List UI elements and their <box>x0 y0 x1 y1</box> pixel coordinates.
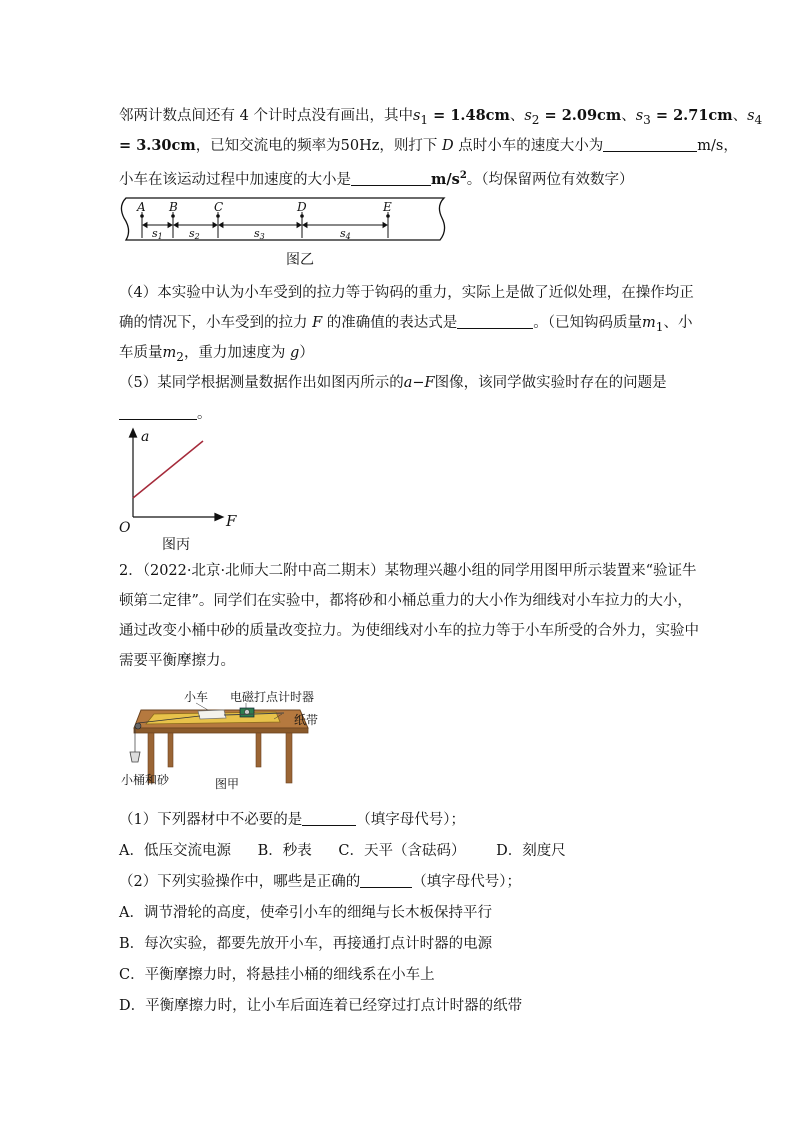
q2-part1-question <box>119 810 465 830</box>
a-f-symbol: a−F <box>403 375 435 391</box>
m1-subscript: 1 <box>655 319 664 334</box>
part1-answer-blank[interactable] <box>302 811 356 826</box>
q1-line3-text: 小车在该运动过程中加速度的大小是 <box>119 171 351 188</box>
option-c[interactable]: C．天平（含砝码） <box>338 843 466 859</box>
q1-line1-lead: 邻两计数点间还有 4 个计时点没有画出，其中 <box>119 108 413 124</box>
s4-value: = 3.30cm <box>119 137 196 154</box>
q1-part4-line3 <box>119 343 314 367</box>
figure-bing-caption: 图丙 <box>162 537 190 553</box>
y-axis-arrow <box>130 429 137 437</box>
dot-d <box>300 214 304 218</box>
q1-line2-tail: 点时小车的速度大小为 <box>453 138 604 154</box>
q2-part2-option-a[interactable]: A．调节滑轮的高度，使牵引小车的细绳与长木板保持平行 <box>119 905 492 921</box>
part4-text-c: 。（已知钩码质量 <box>533 315 643 331</box>
q1-line-2 <box>119 136 738 156</box>
part5-end: 。 <box>197 406 212 422</box>
table-leg <box>168 733 173 767</box>
q2-part2-option-b[interactable]: B．每次实验，都要先放开小车，再接通打点计时器的电源 <box>119 936 493 952</box>
f-axis-label: F <box>226 512 237 530</box>
q2-part2-option-c[interactable]: C．平衡摩擦力时，将悬挂小桶的细线系在小车上 <box>119 967 435 983</box>
q1-part5-line2 <box>119 404 212 424</box>
a-f-line <box>133 441 203 498</box>
s3-value: = 2.71cm <box>650 107 733 124</box>
acceleration-answer-blank[interactable] <box>351 171 431 186</box>
s1-symbol: s <box>412 108 421 124</box>
figure-yi-caption: 图乙 <box>286 252 314 268</box>
part2-text-a: （2）下列实验操作中，哪些是正确的 <box>119 874 361 890</box>
timer-label: 电磁打点计时器 <box>230 690 315 704</box>
part2-text-b: （填字母代号）； <box>412 874 521 890</box>
g-symbol: g <box>290 345 300 361</box>
force-expression-blank[interactable] <box>457 314 533 329</box>
m2-symbol: m <box>162 345 177 361</box>
q1-line3-tail: 。（均保留两位有效数字） <box>466 171 634 188</box>
part4-text-a: 确的情况下，小车受到的拉力 <box>119 315 313 331</box>
cart-label: 小车 <box>184 690 209 704</box>
s2-symbol: s <box>524 108 532 124</box>
origin-label: O <box>119 520 131 535</box>
separator: 、 <box>509 108 525 124</box>
m2-subscript: 2 <box>176 349 184 364</box>
option-d[interactable]: D．刻度尺 <box>496 843 566 859</box>
x-axis-arrow <box>215 514 223 521</box>
label-b: B <box>169 200 178 214</box>
part4-text-g: ） <box>299 345 314 361</box>
separator: 、 <box>732 108 748 124</box>
q1-part5-line1 <box>119 373 667 393</box>
point-d-label: D <box>442 138 454 154</box>
acceleration-unit: m/s <box>431 170 460 188</box>
dot-b <box>171 214 175 218</box>
segment-s4-label: s4 <box>340 227 351 241</box>
segment-s2-label: s2 <box>189 227 200 241</box>
q2-line-3: 通过改变小桶中砂的质量改变拉力。为使细线对小车的拉力等于小车所受的合外力，实验中 <box>119 623 699 639</box>
s2-value: = 2.09cm <box>539 107 622 124</box>
part4-text-e: 车质量 <box>119 345 163 361</box>
segment-s3-label: s3 <box>254 227 265 241</box>
s3-subscript: 3 <box>643 112 651 127</box>
bucket-label: 小桶和砂 <box>121 773 170 787</box>
table-leg <box>286 733 292 783</box>
part5-text-b: 图像，该同学做实验时存在的问题是 <box>434 375 667 391</box>
dot-a <box>140 214 144 218</box>
q2-line-1: 2．（2022·北京·北师大二附中高二期末）某物理兴趣小组的同学用图甲所示装置来“验证牛 <box>119 563 697 579</box>
figure-jia-caption: 图甲 <box>215 777 240 791</box>
s2-subscript: 2 <box>531 112 540 127</box>
q1-line-3 <box>119 166 634 190</box>
a-f-graph <box>115 425 250 535</box>
part4-text-f: ，重力加速度为 <box>183 345 291 361</box>
m1-symbol: m <box>642 315 656 331</box>
part4-text-b: 的准确值的表达式是 <box>322 315 458 331</box>
q1-line-1 <box>119 106 762 130</box>
part5-text-a: （5）某同学根据测量数据作出如图丙所示的 <box>119 375 404 391</box>
q1-part4-line1: （4）本实验中认为小车受到的拉力等于钩码的重力，实际上是做了近似处理，在操作均正 <box>119 285 694 301</box>
option-a[interactable]: A．低压交流电源 <box>119 843 231 859</box>
s4-symbol: s <box>747 108 755 124</box>
q2-part1-options <box>119 841 566 861</box>
label-c: C <box>214 200 224 214</box>
q2-part2-option-d[interactable]: D．平衡摩擦力时，让小车后面连着已经穿过打点计时器的纸带 <box>119 998 523 1014</box>
s1-value: = 1.48cm <box>428 107 510 124</box>
label-e: E <box>383 200 392 214</box>
segment-s1-label: s1 <box>152 227 163 241</box>
tape-label: 纸带 <box>294 713 319 727</box>
dot-e <box>386 214 390 218</box>
problem-answer-blank[interactable] <box>119 405 197 420</box>
velocity-unit: m/s， <box>697 138 738 154</box>
q2-line-4: 需要平衡摩擦力。 <box>119 653 235 669</box>
pulley <box>135 723 141 729</box>
q1-line2-mid: ，已知交流电的频率为50Hz，则打下 <box>195 138 443 154</box>
bucket <box>130 752 140 762</box>
acceleration-unit-exponent: 2 <box>459 170 467 181</box>
s1-subscript: 1 <box>420 112 429 127</box>
part2-answer-blank[interactable] <box>360 873 412 888</box>
label-a: A <box>137 200 146 214</box>
part1-text-b: （填字母代号）； <box>356 812 465 828</box>
velocity-answer-blank[interactable] <box>603 137 697 152</box>
table-edge <box>134 728 308 733</box>
cart <box>198 710 226 719</box>
part4-text-d: 、小 <box>663 315 693 331</box>
part1-text-a: （1）下列器材中不必要的是 <box>119 812 303 828</box>
a-axis-label: a <box>141 429 150 445</box>
dot-c <box>216 214 220 218</box>
q1-part4-line2 <box>119 313 692 337</box>
q2-part2-question <box>119 872 521 892</box>
option-b[interactable]: B．秒表 <box>257 843 312 859</box>
s3-symbol: s <box>635 108 644 124</box>
table-leg <box>256 733 261 767</box>
q2-line-2: 顿第二定律”。同学们在实验中，都将砂和小桶总重力的大小作为细线对小车拉力的大小， <box>119 593 692 609</box>
separator: 、 <box>621 108 636 124</box>
s4-subscript: 4 <box>754 112 763 127</box>
force-symbol: F <box>312 315 323 331</box>
paper-tape-figure <box>118 194 448 246</box>
label-d: D <box>297 200 307 214</box>
